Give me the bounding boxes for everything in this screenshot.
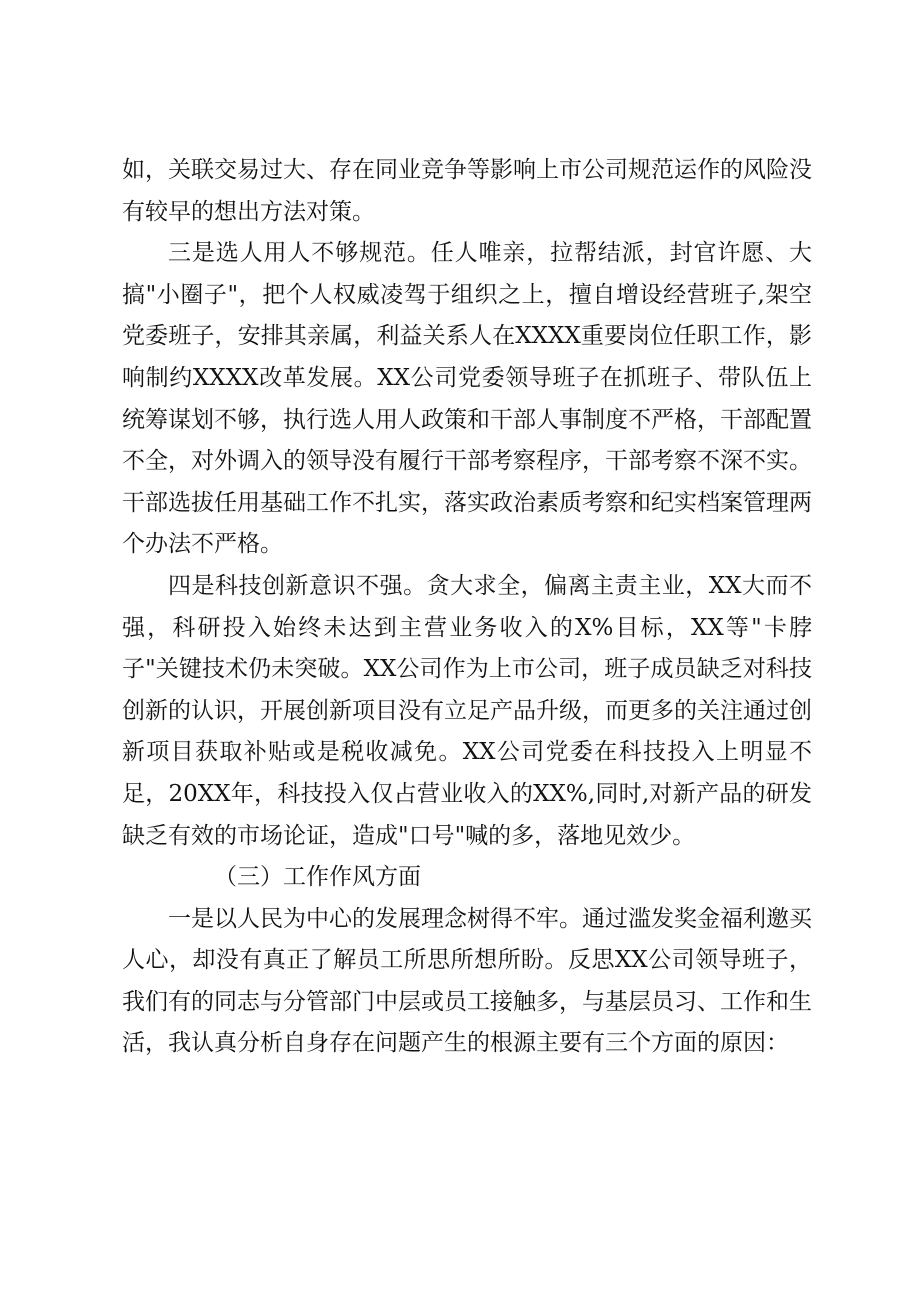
section-heading-text: （三）工作作风方面 xyxy=(214,864,421,891)
paragraph-personnel-selection: 三是选人用人不够规范。任人唯亲，拉帮结派，封官许愿、大搞"小圈子"，把个人权威凌驾于组织之上，擅自增设经营班子,架空党委班子，安排其亲属，利益关系人在XXXX重要岗位任职工作，影响制约XXXX改革发展。XX公司党委领导班子在抓班子、带队伍上统筹谋划不够，执行选人用人政策和干部人事制度不严格，干部配置不全，对外调入的领导没有履行干部考察程序，干部考察不深不实。干部选拔任用基础工作不扎实，落实政治素质考察和纪实档案管理两个办法不严格。 xyxy=(122,240,812,558)
paragraph-continued: 如，关联交易过大、存在同业竞争等影响上市公司规范运作的风险没有较早的想出方法对策。 xyxy=(122,157,812,225)
section-heading-work-style xyxy=(122,857,812,899)
document-body xyxy=(122,150,812,1065)
paragraph-tech-innovation: 四是科技创新意识不强。贪大求全，偏离主责主业，XX大而不强，科研投入始终未达到主营业务收入的X%目标，XX等"卡脖子"关键技术仍未突破。XX公司作为上市公司，班子成员缺乏对科技创新的认识，开展创新项目没有立足产品升级，而更多的关注通过创新项目获取补贴或是税收减免。XX公司党委在科技投入上明显不足，20XX年，科技投入仅占营业收入的XX%,同时,对新产品的研发缺乏有效的市场论证，造成"口号"喊的多，落地见效少。 xyxy=(122,572,812,849)
paragraph-people-centered: 一是以人民为中心的发展理念树得不牢。通过滥发奖金福利邀买人心，却没有真正了解员工所思所想所盼。反思XX公司领导班子，我们有的同志与分管部门中层或员工接触多，与基层员习、工作和生活，我认真分析自身存在问题产生的根源主要有三个方面的原因： xyxy=(122,905,812,1057)
